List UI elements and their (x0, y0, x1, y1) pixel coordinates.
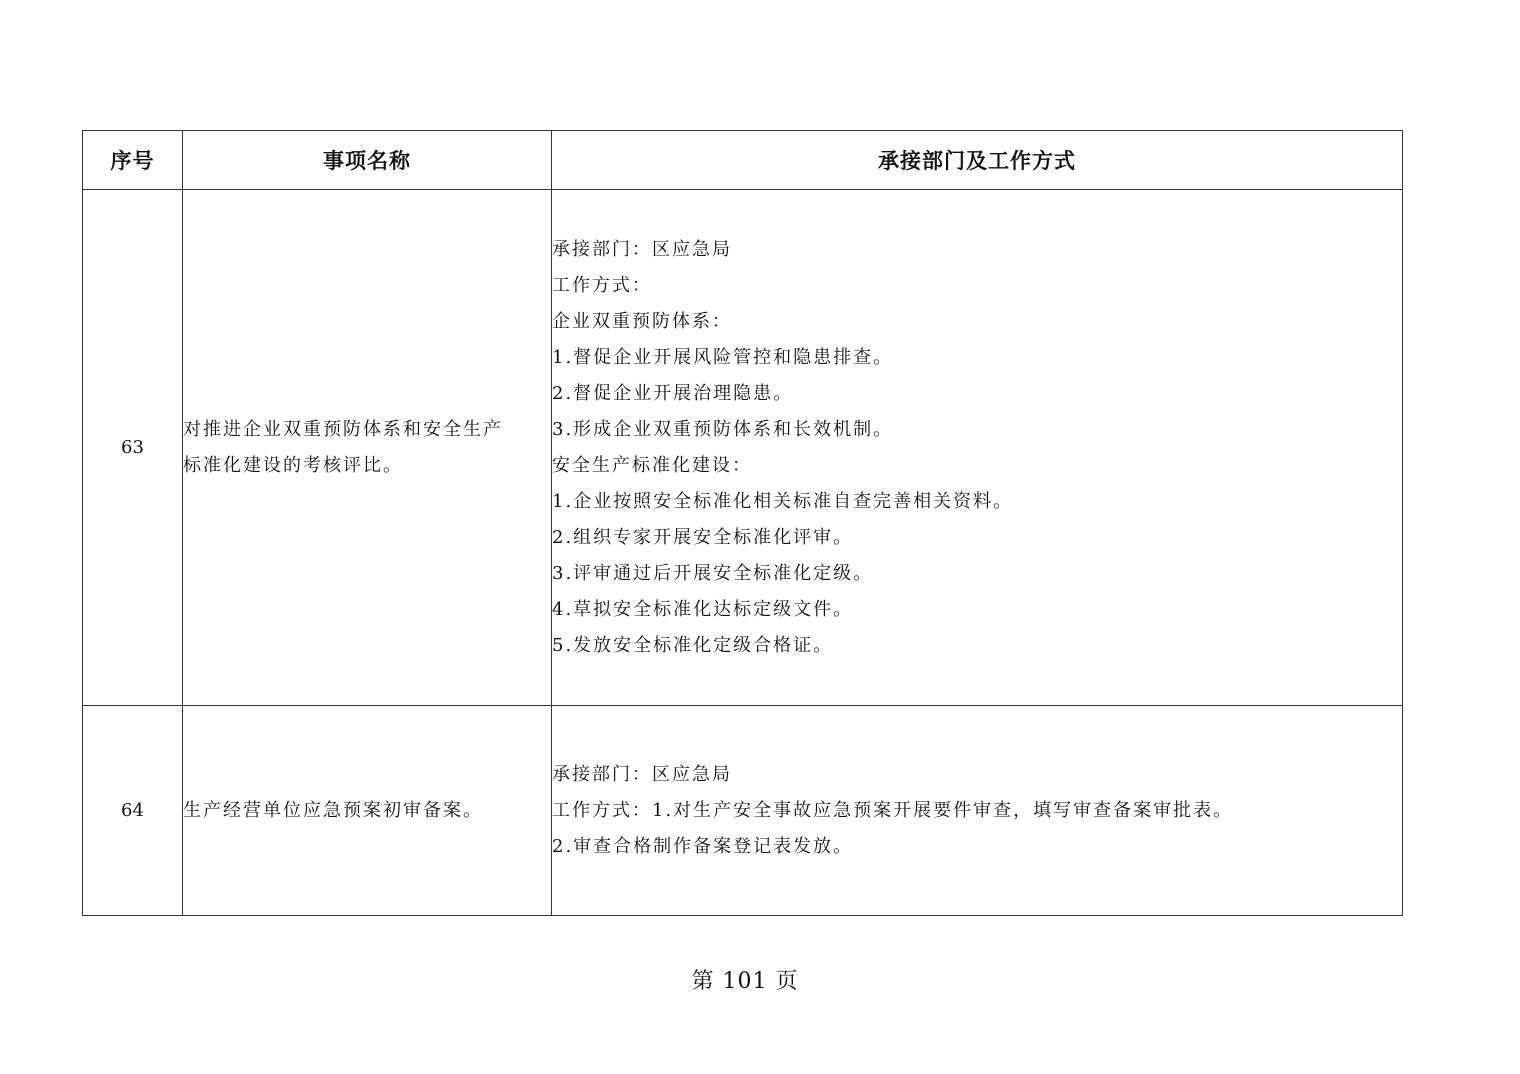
method-line: 1.企业按照安全标准化相关标准自查完善相关资料。 (552, 490, 1014, 512)
table-row (83, 190, 1403, 706)
method-line: 安全生产标准化建设： (552, 454, 752, 476)
header-method: 承接部门及工作方式 (552, 131, 1403, 190)
method-line: 2.组织专家开展安全标准化评审。 (552, 526, 854, 548)
matters-table (82, 130, 1403, 916)
method-line: 3.评审通过后开展安全标准化定级。 (552, 562, 874, 584)
method-line: 4.草拟安全标准化达标定级文件。 (552, 598, 854, 620)
name-line: 标准化建设的考核评比。 (183, 454, 403, 476)
row-method (552, 706, 1403, 916)
table-header-row (83, 131, 1403, 190)
row-name (183, 190, 552, 706)
header-seq: 序号 (83, 131, 183, 190)
row-seq: 63 (83, 190, 183, 706)
method-line: 1.督促企业开展风险管控和隐患排查。 (552, 346, 894, 368)
name-line: 生产经营单位应急预案初审备案。 (183, 799, 483, 821)
method-line: 3.形成企业双重预防体系和长效机制。 (552, 418, 894, 440)
method-line: 工作方式： (552, 274, 652, 296)
method-line: 2.督促企业开展治理隐患。 (552, 382, 794, 404)
page-number: 第 101 页 (691, 969, 799, 994)
method-line: 2.审查合格制作备案登记表发放。 (552, 835, 854, 857)
method-line: 5.发放安全标准化定级合格证。 (552, 634, 834, 656)
method-line: 承接部门：区应急局 (552, 763, 732, 785)
method-line: 承接部门：区应急局 (552, 238, 732, 260)
row-name (183, 706, 552, 916)
row-method (552, 190, 1403, 706)
row-seq: 64 (83, 706, 183, 916)
table-row (83, 706, 1403, 916)
method-line: 工作方式：1.对生产安全事故应急预案开展要件审查，填写审查备案审批表。 (552, 799, 1234, 821)
method-line: 企业双重预防体系： (552, 310, 732, 332)
name-line: 对推进企业双重预防体系和安全生产 (183, 418, 503, 440)
header-name: 事项名称 (183, 131, 552, 190)
